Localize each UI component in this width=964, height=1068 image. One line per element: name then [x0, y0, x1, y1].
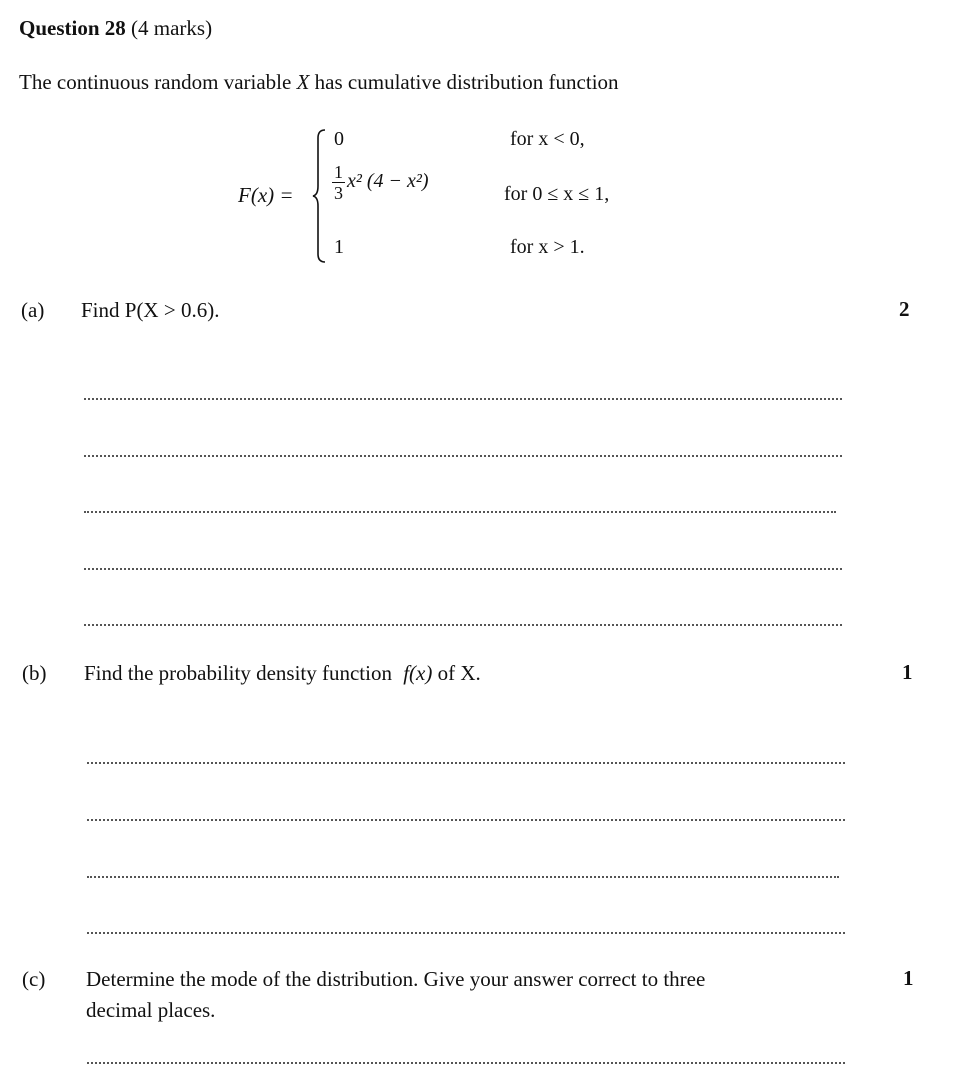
answer-line-b4[interactable]: [87, 932, 845, 934]
intro-prefix: The continuous random variable: [19, 70, 292, 94]
part-c-label: (c): [22, 967, 46, 991]
answer-line-a1[interactable]: [84, 398, 842, 400]
part-b-label: (b): [22, 661, 47, 685]
part-b-marks: 1: [902, 660, 913, 684]
fraction-numerator: 1: [334, 162, 343, 182]
question-intro: [19, 70, 619, 95]
part-b-text-prefix: Find the probability density function: [84, 661, 392, 685]
case-1-condition: for x < 0,: [510, 128, 585, 150]
part-b-text-suffix: of X.: [437, 661, 481, 685]
question-number: Question 28: [19, 16, 126, 40]
answer-line-a2[interactable]: [84, 455, 842, 457]
case-2-condition: for 0 ≤ x ≤ 1,: [504, 183, 610, 205]
intro-variable: X: [296, 70, 310, 94]
cdf-lhs: F(x) =: [238, 183, 294, 207]
part-c-marks: 1: [903, 966, 914, 990]
part-c-text-line2: decimal places.: [86, 998, 216, 1022]
part-a-label: (a): [21, 298, 45, 322]
answer-line-b2[interactable]: [87, 819, 845, 821]
case-3-condition: for x > 1.: [510, 236, 585, 258]
case-3-value: 1: [334, 236, 344, 258]
intro-suffix: has cumulative distribution function: [314, 70, 619, 94]
answer-line-a5[interactable]: [84, 624, 842, 626]
case-2-expression: x² (4 − x²): [347, 170, 429, 193]
answer-line-a3[interactable]: [84, 511, 836, 513]
left-brace-icon: [312, 128, 328, 264]
fraction-one-third: [332, 163, 345, 202]
answer-line-a4[interactable]: [84, 568, 842, 570]
answer-line-b1[interactable]: [87, 762, 845, 764]
fraction-denominator: 3: [334, 183, 343, 203]
part-a-text: Find P(X > 0.6).: [81, 298, 220, 322]
case-2-value: [332, 163, 429, 202]
answer-line-b3[interactable]: [87, 876, 839, 878]
part-c-text-line1: Determine the mode of the distribution. Give your answer correct to three: [86, 967, 706, 991]
question-marks: (4 marks): [131, 16, 213, 40]
part-b-function: f(x): [403, 661, 433, 685]
answer-line-c1[interactable]: [87, 1062, 845, 1064]
case-1-value: 0: [334, 128, 344, 150]
part-a-marks: 2: [899, 297, 910, 321]
part-b-text: [84, 661, 481, 686]
question-title: [19, 16, 212, 41]
